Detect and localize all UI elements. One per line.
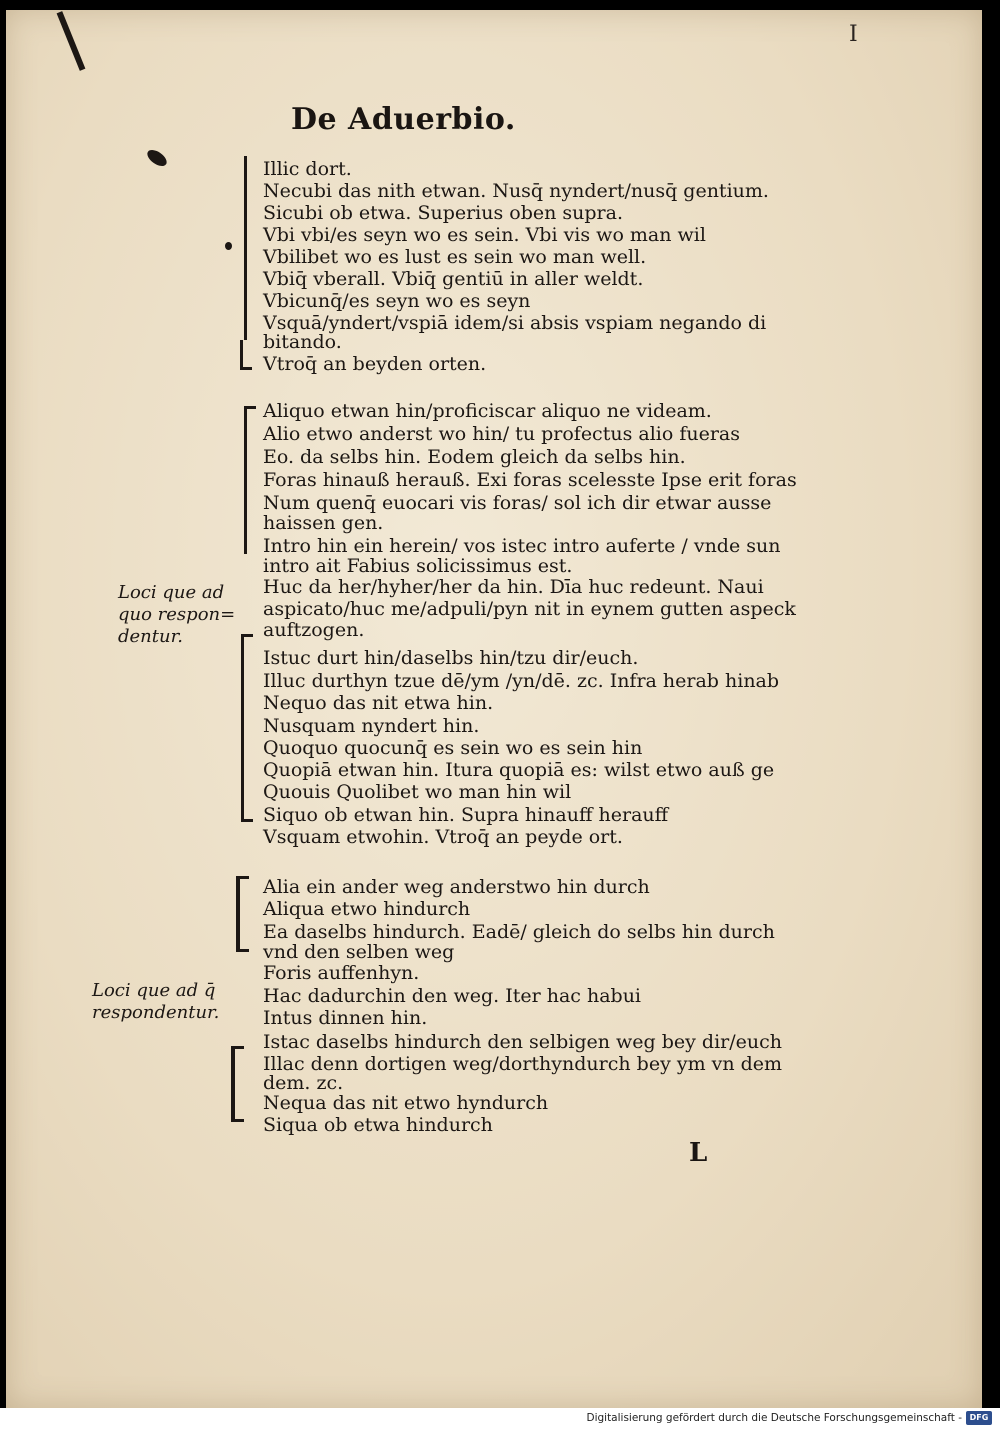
- g3-line-3: Ea daselbs hindurch. Eadē/ gleich do selbs hin durch: [263, 921, 775, 943]
- g3-line-11: Nequa das nit etwo hyndurch: [263, 1092, 549, 1114]
- scan-border: [982, 10, 1000, 1408]
- g2-line-20: Vsquam etwohin. Vtroq̄ an peyde ort.: [263, 826, 623, 848]
- margin-note-2-line-1: Loci que ad q̄: [92, 980, 216, 1001]
- bracket-group1-end: [240, 340, 243, 370]
- g2-line-3: Eo. da selbs hin. Eodem gleich da selbs hin.: [263, 446, 686, 468]
- g2-line-2: Alio etwo anderst wo hin/ tu profectus alio fueras: [263, 423, 740, 445]
- g3-line-2: Aliqua etwo hindurch: [263, 898, 471, 920]
- g1-line-9: bitando.: [263, 331, 342, 353]
- g2-line-14: Nequo das nit etwa hin.: [263, 692, 494, 714]
- bracket-group1: [244, 156, 247, 340]
- g1-line-2: Necubi das nith etwan. Nusq̄ nyndert/nusq̄ gentium.: [263, 180, 769, 202]
- page-title: De Aduerbio.: [291, 102, 516, 137]
- ink-blot: [145, 147, 170, 169]
- g3-line-1: Alia ein ander weg anderstwo hin durch: [263, 876, 650, 898]
- g2-line-11: auftzogen.: [263, 619, 365, 641]
- g3-line-10: dem. zc.: [263, 1072, 344, 1094]
- g3-line-9: Illac denn dortigen weg/dorthyndurch bey ym vn dem: [263, 1053, 783, 1075]
- g1-line-8: Vsquā/yndert/vspiā idem/si absis vspiam negando di: [263, 312, 767, 334]
- g3-line-8: Istac daselbs hindurch den selbigen weg bey dir/euch: [263, 1031, 783, 1053]
- g1-line-5: Vbilibet wo es lust es sein wo man well.: [263, 246, 647, 268]
- ink-stroke: [57, 11, 86, 71]
- g2-line-15: Nusquam nyndert hin.: [263, 715, 480, 737]
- g2-line-8: intro ait Fabius solicissimus est.: [263, 555, 573, 577]
- g2-line-9: Huc da her/hyher/her da hin. Dīa huc redeunt. Naui: [263, 576, 764, 598]
- bracket-group3-top: [236, 876, 240, 952]
- dfg-logo: DFG: [966, 1411, 992, 1425]
- g3-line-12: Siqua ob etwa hindurch: [263, 1114, 493, 1136]
- g2-line-10: aspicato/huc me/adpuli/pyn nit in eynem gutten aspeck: [263, 598, 796, 620]
- g3-line-5: Foris auffenhyn.: [263, 962, 420, 984]
- folio-mark: I: [849, 22, 858, 47]
- g2-line-5: Num quenq̄ euocari vis foras/ sol ich dir etwar ausse: [263, 492, 772, 514]
- g1-line-7: Vbicunq̄/es seyn wo es seyn: [263, 290, 531, 312]
- bracket-group2-bottom: [241, 634, 244, 822]
- bracket-group2-top: [244, 406, 247, 554]
- book-page: [6, 10, 982, 1408]
- margin-note-2-line-2: respondentur.: [92, 1002, 220, 1023]
- footer-bar: [0, 1408, 1000, 1431]
- g1-line-3: Sicubi ob etwa. Superius oben supra.: [263, 202, 624, 224]
- signature-mark: L: [689, 1138, 708, 1168]
- margin-note-1-line-1: Loci que ad: [118, 582, 225, 603]
- g1-line-6: Vbiq̄ vberall. Vbiq̄ gentiū in aller weldt.: [263, 268, 644, 290]
- g2-line-17: Quopiā etwan hin. Itura quopiā es: wilst etwo auß ge: [263, 759, 775, 781]
- footer-credit: Digitalisierung gefördert durch die Deutsche Forschungsgemeinschaft -: [586, 1412, 962, 1424]
- ink-dot: [225, 242, 232, 250]
- g2-line-12: Istuc durt hin/daselbs hin/tzu dir/euch.: [263, 647, 639, 669]
- g2-line-4: Foras hinauß herauß. Exi foras scelesste Ipse erit foras: [263, 469, 797, 491]
- g3-line-6: Hac dadurchin den weg. Iter hac habui: [263, 985, 642, 1007]
- g2-line-7: Intro hin ein herein/ vos istec intro auferte / vnde sun: [263, 535, 781, 557]
- g3-line-7: Intus dinnen hin.: [263, 1007, 428, 1029]
- g3-line-4: vnd den selben weg: [263, 941, 455, 963]
- g2-line-16: Quoquo quocunq̄ es sein wo es sein hin: [263, 737, 643, 759]
- margin-note-1-line-2: quo respon=: [118, 604, 236, 625]
- g2-line-13: Illuc durthyn tzue dē/ym /yn/dē. zc. Infra herab hinab: [263, 670, 780, 692]
- g2-line-1: Aliquo etwan hin/proficiscar aliquo ne videam.: [263, 400, 712, 422]
- g1-line-10: Vtroq̄ an beyden orten.: [263, 353, 487, 375]
- bracket-group3-bottom: [231, 1046, 235, 1122]
- g2-line-18: Quouis Quolibet wo man hin wil: [263, 781, 572, 803]
- g2-line-19: Siquo ob etwan hin. Supra hinauff herauff: [263, 804, 669, 826]
- margin-note-1-line-3: dentur.: [118, 626, 183, 647]
- g1-line-4: Vbi vbi/es seyn wo es sein. Vbi vis wo man wil: [263, 224, 706, 246]
- g2-line-6: haissen gen.: [263, 512, 384, 534]
- g1-line-1: Illic dort.: [263, 158, 352, 180]
